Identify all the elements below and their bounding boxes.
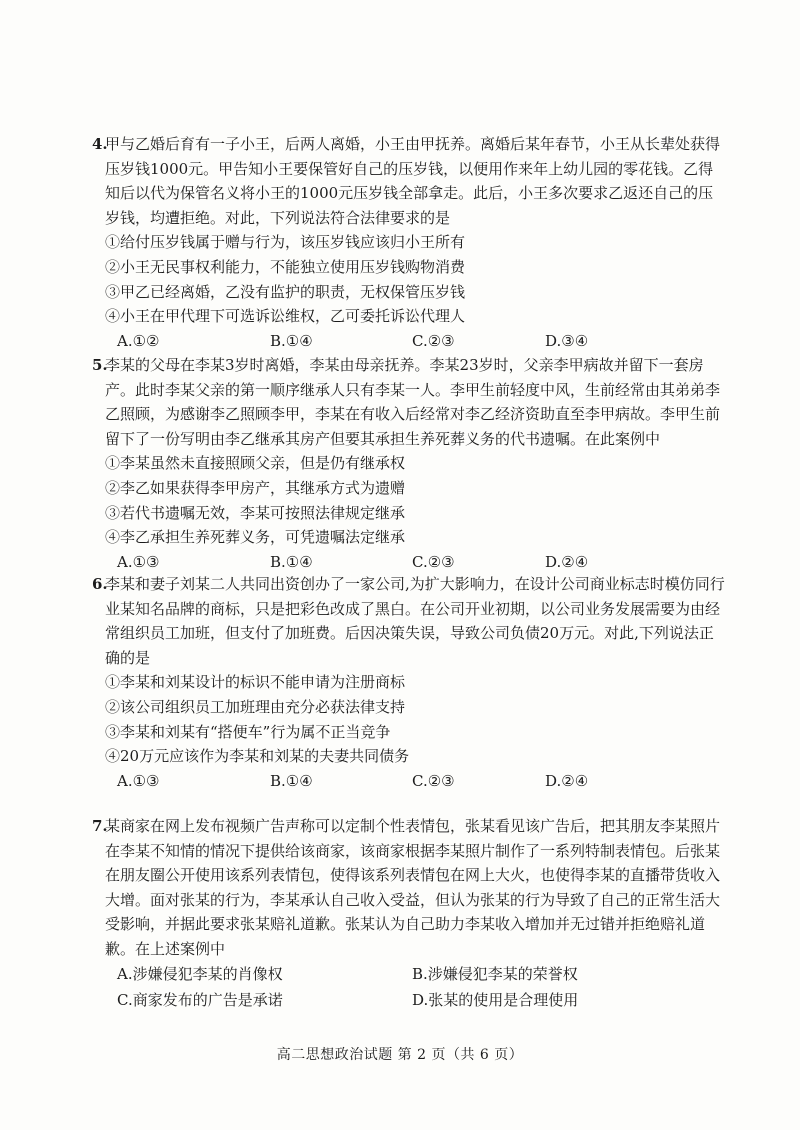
answer-choices <box>105 769 725 794</box>
statement-3: ③甲乙已经离婚，乙没有监护的职责，无权保管压岁钱 <box>105 282 466 301</box>
statement-4: ④20万元应该作为李某和刘某的夫妻共同债务 <box>105 747 410 766</box>
choice-d: D.③④ <box>545 331 589 350</box>
choice-b: B.①④ <box>270 771 313 790</box>
question-stem: 甲与乙婚后育有一子小王，后两人离婚，小王由甲抚养。离婚后某年春节，小王从长辈处获得压岁钱1000元。甲告知小王要保管好自己的压岁钱，以便用作来年上幼儿园的零花钱。乙得知后以代为保管名义将小王的1000元压岁钱全部拿走。此后，小王多次要求乙返还自己的压岁钱，均遭拒绝。对此，下列说法符合法律要求的是 <box>105 135 721 227</box>
choice-d: D.②④ <box>545 552 589 571</box>
choice-a: A.①③ <box>117 771 160 790</box>
question-number: 7. <box>92 817 108 835</box>
question-stem: 李某的父母在李某3岁时离婚，李某由母亲抚养。李某23岁时，父亲李甲病故并留下一套房产。此时李某父亲的第一顺序继承人只有李某一人。李甲生前轻度中风，生前经常由其弟弟李乙照顾，为感谢李乙照顾李甲，李某在有收入后经常对李乙经济资助直至李甲病故。李甲生前留下了一份写明由李乙继承其房产但要其承担生养死葬义务的代书遗嘱。在此案例中 <box>105 356 721 448</box>
question-stem: 李某和妻子刘某二人共同出资创办了一家公司,为扩大影响力，在设计公司商业标志时模仿同行业某知名品牌的商标，只是把彩色改成了黑白。在公司开业初期，以公司业务发展需要为由经常组织员工加班，但支付了加班费。后因决策失误，导致公司负债20万元。对此,下列说法正确的是 <box>105 575 725 667</box>
choice-c: C.②③ <box>412 552 455 571</box>
answer-choices-row-1 <box>105 962 725 988</box>
choice-a: A.①② <box>117 331 160 350</box>
statement-1: ①李某和刘某设计的标识不能申请为注册商标 <box>105 673 406 692</box>
choice-b: B.涉嫌侵犯李某的荣誉权 <box>412 964 578 983</box>
question-stem: 某商家在网上发布视频广告声称可以定制个性表情包，张某看见该广告后，把其朋友李某照片在李某不知情的情况下提供给该商家，该商家根据李某照片制作了一系列特制表情包。后张某在朋友圈公开使用该系列表情包，使得该系列表情包在网上大火，也使得李某的直播带货收入大增。面对张某的行为，李某承认自己收入受益，但认为张某的行为导致了自己的正常生活大受影响，并据此要求张某赔礼道歉。张某认为自己助力李某收入增加并无过错并拒绝赔礼道歉。在上述案例中 <box>105 817 721 958</box>
statement-2: ②李乙如果获得李甲房产，其继承方式为遗赠 <box>105 478 406 497</box>
question-7 <box>92 814 725 1014</box>
statement-1: ①李某虽然未直接照顾父亲，但是仍有继承权 <box>105 454 406 473</box>
statement-3: ③若代书遗嘱无效，李某可按照法律规定继承 <box>105 503 406 522</box>
choice-c: C.商家发布的广告是承诺 <box>117 990 283 1009</box>
answer-choices <box>105 550 725 575</box>
question-4 <box>92 132 725 353</box>
choice-c: C.②③ <box>412 771 455 790</box>
question-number: 4. <box>92 135 108 153</box>
question-number: 5. <box>92 356 108 374</box>
choice-c: C.②③ <box>412 331 455 350</box>
statement-2: ②该公司组织员工加班理由充分必获法律支持 <box>105 697 406 716</box>
statement-2: ②小王无民事权利能力，不能独立使用压岁钱购物消费 <box>105 257 466 276</box>
statement-4: ④小王在甲代理下可选诉讼维权，乙可委托诉讼代理人 <box>105 307 466 326</box>
question-5 <box>92 353 725 574</box>
choice-a: A.涉嫌侵犯李某的肖像权 <box>117 964 283 983</box>
statement-4: ④李乙承担生养死葬义务，可凭遗嘱法定继承 <box>105 528 406 547</box>
choice-b: B.①④ <box>270 331 313 350</box>
statement-1: ①给付压岁钱属于赠与行为，该压岁钱应该归小王所有 <box>105 233 466 252</box>
answer-choices-row-2 <box>105 988 725 1014</box>
choice-d: D.张某的使用是合理使用 <box>412 990 579 1009</box>
choice-b: B.①④ <box>270 552 313 571</box>
question-6 <box>92 572 725 793</box>
choice-d: D.②④ <box>545 771 589 790</box>
choice-a: A.①③ <box>117 552 160 571</box>
statement-3: ③李某和刘某有“搭便车”行为属不正当竞争 <box>105 722 391 741</box>
page-footer: 高二思想政治试题 第 2 页（共 6 页） <box>276 1047 524 1063</box>
answer-choices <box>105 329 725 354</box>
question-number: 6. <box>92 575 108 593</box>
